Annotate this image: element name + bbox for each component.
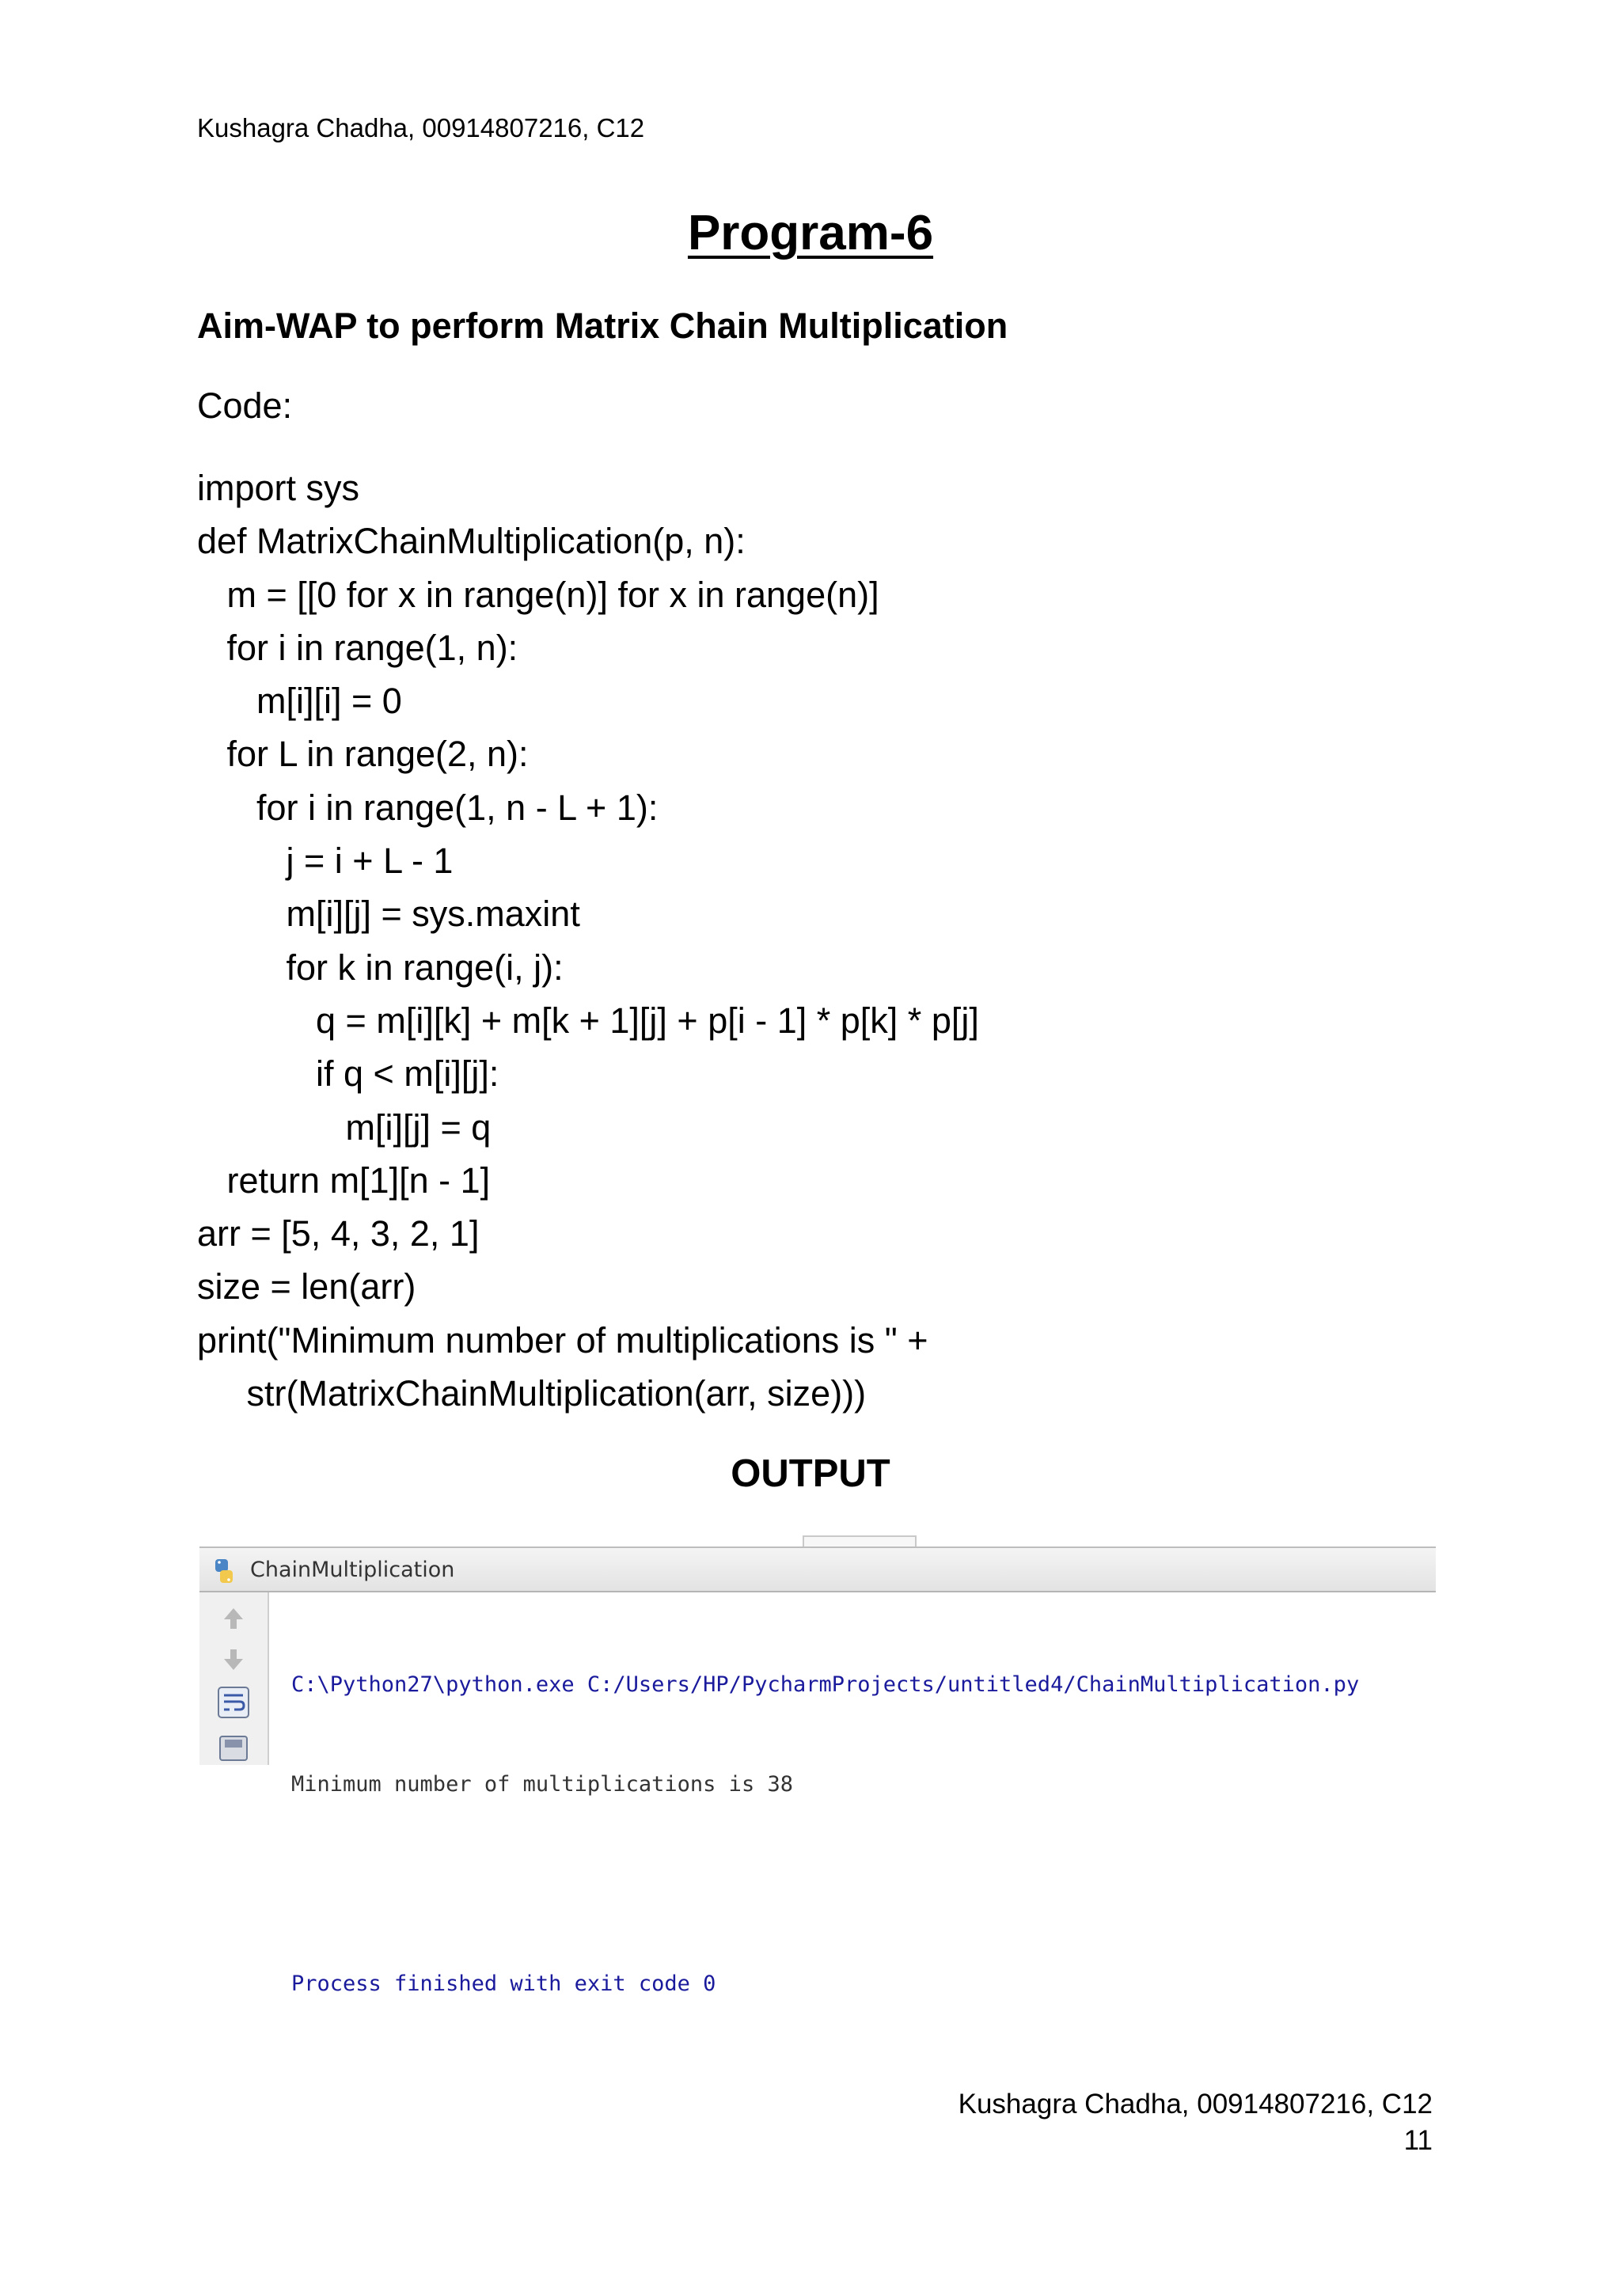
up-arrow-icon[interactable] <box>217 1602 250 1635</box>
program-title: Program-6 <box>687 206 934 260</box>
code-line: m[i][j] = q <box>197 1106 492 1148</box>
output-heading: OUTPUT <box>731 1452 890 1495</box>
code-line: j = i + L - 1 <box>197 841 454 882</box>
code-line: for L in range(2, n): <box>197 734 529 775</box>
console-result-line: Minimum number of multiplications is 38 <box>291 1772 793 1797</box>
page-footer: Kushagra Chadha, 00914807216, C12 <box>958 2089 1433 2120</box>
console-exit-line: Process finished with exit code 0 <box>291 1972 716 1996</box>
code-line: m = [[0 for x in range(n)] for x in range(n)] <box>197 574 879 615</box>
code-line: for k in range(i, j): <box>197 947 564 988</box>
down-arrow-icon[interactable] <box>217 1643 250 1676</box>
code-line: m[i][i] = 0 <box>197 681 402 722</box>
code-label: Code: <box>197 385 293 426</box>
print-icon[interactable] <box>217 1732 250 1765</box>
console-header <box>199 1546 1436 1592</box>
code-line: size = len(arr) <box>197 1266 416 1307</box>
code-line: def MatrixChainMultiplication(p, n): <box>197 521 746 562</box>
code-line: m[i][j] = sys.maxint <box>197 894 580 935</box>
console-command-line: C:\Python27\python.exe C:/Users/HP/PycharmProjects/untitled4/ChainMultiplication.py <box>291 1672 1360 1697</box>
console-output <box>291 1602 1359 2067</box>
console-screenshot <box>199 1535 1436 1996</box>
console-blank-line <box>291 1868 1359 1901</box>
console-tab-label[interactable]: ChainMultiplication <box>250 1558 455 1582</box>
console-toolbar <box>199 1592 269 1765</box>
page-header: Kushagra Chadha, 00914807216, C12 <box>197 113 645 142</box>
code-line: for i in range(1, n): <box>197 627 518 668</box>
code-line: import sys <box>197 468 360 508</box>
code-block <box>197 461 979 1420</box>
python-icon <box>211 1558 237 1584</box>
code-line: arr = [5, 4, 3, 2, 1] <box>197 1213 480 1254</box>
soft-wrap-icon[interactable] <box>217 1686 250 1719</box>
aim-heading: Aim-WAP to perform Matrix Chain Multiplication <box>197 306 1008 346</box>
code-line: print("Minimum number of multiplications is " + <box>197 1319 928 1361</box>
code-line: return m[1][n - 1] <box>197 1159 491 1201</box>
code-line: if q < m[i][j]: <box>197 1053 499 1095</box>
code-line: q = m[i][k] + m[k + 1][j] + p[i - 1] * p[k] * p[j] <box>197 1000 979 1041</box>
page-number: 11 <box>1403 2125 1433 2156</box>
code-line: str(MatrixChainMultiplication(arr, size))) <box>197 1373 867 1414</box>
code-line: for i in range(1, n - L + 1): <box>197 787 659 828</box>
